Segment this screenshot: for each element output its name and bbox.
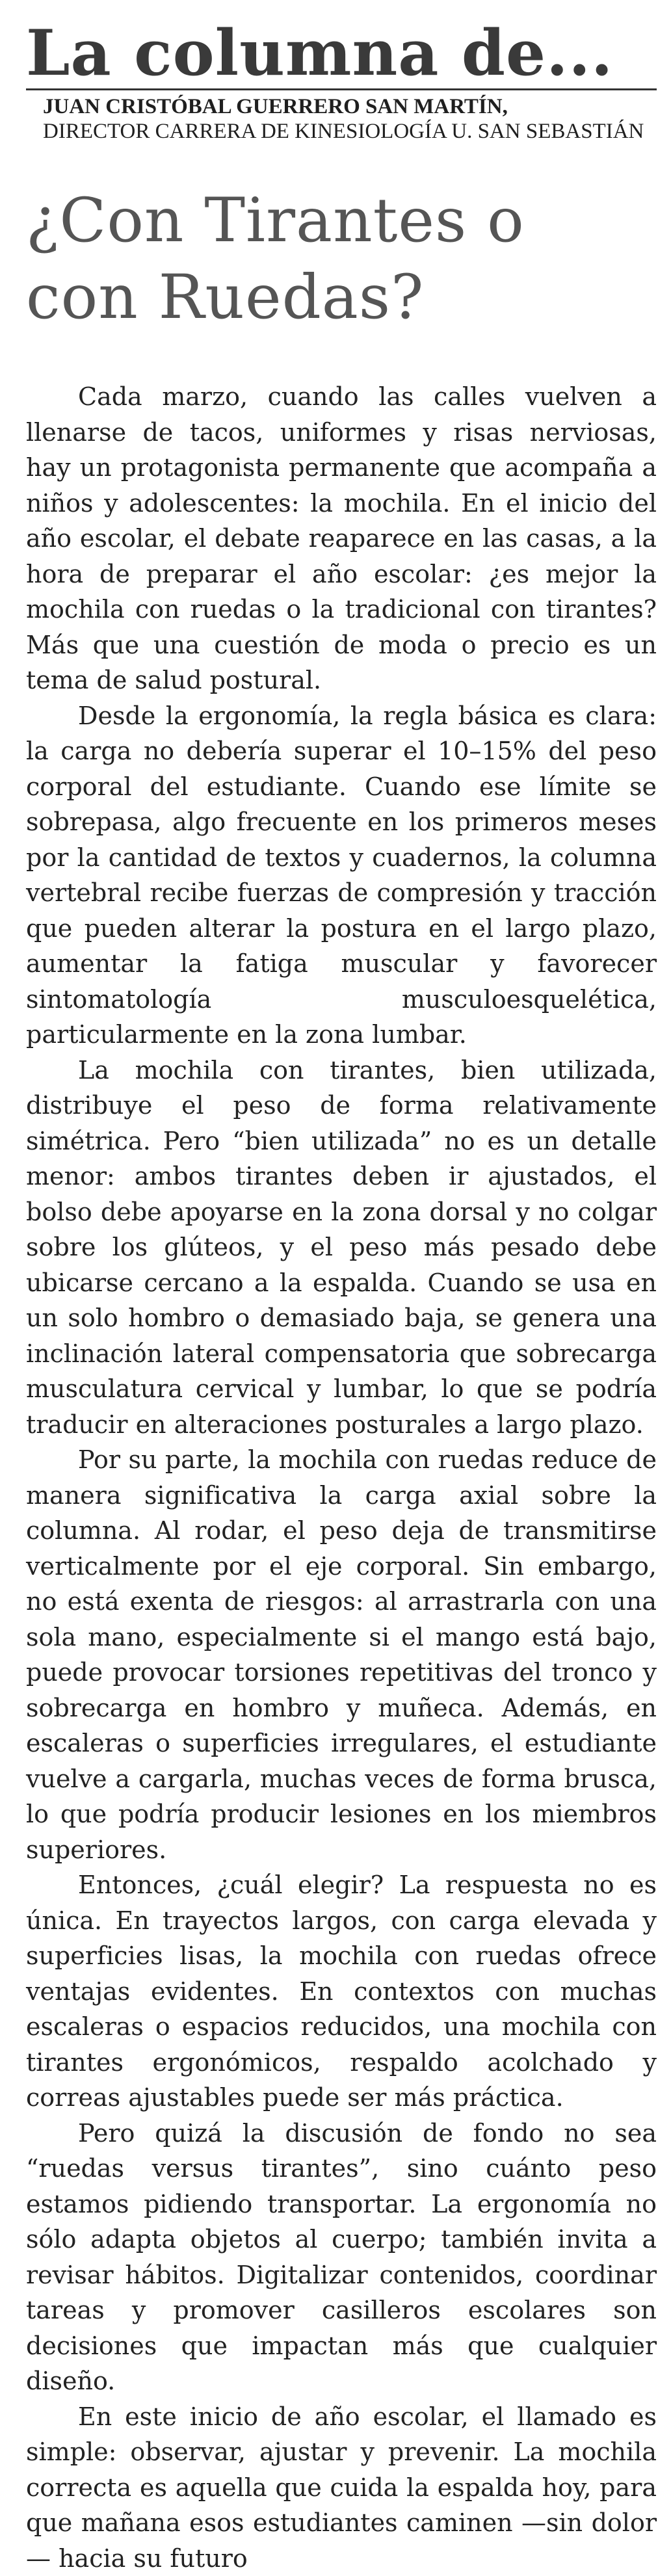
author-name: JUAN CRISTÓBAL GUERRERO SAN MARTÍN, [43,94,657,119]
paragraph: Cada marzo, cuando las calles vuelven a llenarse de tacos, uniformes y risas nerviosas, hay un protagonista permanente que acompaña a niños y adolescentes: la mochila. En el inicio del año escolar, el debate reaparece en las casas, a la hora de preparar el año escolar: ¿es mejor la mochila con ruedas o la tradicional con tirantes? Más que una cuestión de moda o precio es un tema de salud postural. [26,379,657,698]
newspaper-column [26,20,657,2576]
paragraph: Pero quizá la discusión de fondo no sea “ruedas versus tirantes”, sino cuánto peso estamos pidiendo transportar. La ergonomía no sólo adapta objetos al cuerpo; también invita a revisar hábitos. Digitalizar contenidos, coordinar tareas y promover casilleros escolares son decisiones que impactan más que cualquier diseño. [26,2116,657,2399]
paragraph: Entonces, ¿cuál elegir? La respuesta no es única. En trayectos largos, con carga elevada y superficies lisas, la mochila con ruedas ofrece ventajas evidentes. En contextos con muchas escaleras o espacios reducidos, una mochila con tirantes ergonómicos, respaldo acolchado y correas ajustables puede ser más práctica. [26,1867,657,2116]
paragraph: Por su parte, la mochila con ruedas reduce de manera significativa la carga axial sobre la columna. Al rodar, el peso deja de transmitirse verticalmente por el eje corporal. Sin embargo, no está exenta de riesgos: al arrastrarla con una sola mano, especialmente si el mango está bajo, puede provocar torsiones repetitivas del tronco y sobrecarga en hombro y muñeca. Además, en escaleras o superficies irregulares, el estudiante vuelve a cargarla, muchas veces de forma brusca, lo que podría producir lesiones en los miembros superiores. [26,1442,657,1867]
section-header [26,20,657,90]
paragraph: En este inicio de año escolar, el llamado es simple: observar, ajustar y prevenir. La mochila correcta es aquella que cuida la espalda hoy, para que mañana esos estudiantes caminen —sin dolor— hacia su futuro [26,2399,657,2576]
author-role: DIRECTOR CARRERA DE KINESIOLOGÍA U. SAN SEBASTIÁN [43,119,657,144]
paragraph: La mochila con tirantes, bien utilizada, distribuye el peso de forma relativamente simétrica. Pero “bien utilizada” no es un detalle menor: ambos tirantes deben ir ajustados, el bolso debe apoyarse en la zona dorsal y no colgar sobre los glúteos, y el peso más pesado debe ubicarse cercano a la espalda. Cuando se usa en un solo hombro o demasiado baja, se genera una inclinación lateral compensatoria que sobrecarga musculatura cervical y lumbar, lo que se podría traducir en alteraciones posturales a largo plazo. [26,1053,657,1443]
byline [26,94,657,144]
article-headline: ¿Con Tirantes o con Ruedas? [26,183,657,336]
section-title: La columna de... [26,20,657,87]
paragraph: Desde la ergonomía, la regla básica es clara: la carga no debería superar el 10–15% del peso corporal del estudiante. Cuando ese límite se sobrepasa, algo frecuente en los primeros meses por la cantidad de textos y cuadernos, la columna vertebral recibe fuerzas de compresión y tracción que pueden alterar la postura en el largo plazo, aumentar la fatiga muscular y favorecer sintomatología musculoesquelética, particularmente en la zona lumbar. [26,698,657,1053]
article-body [26,379,657,2576]
